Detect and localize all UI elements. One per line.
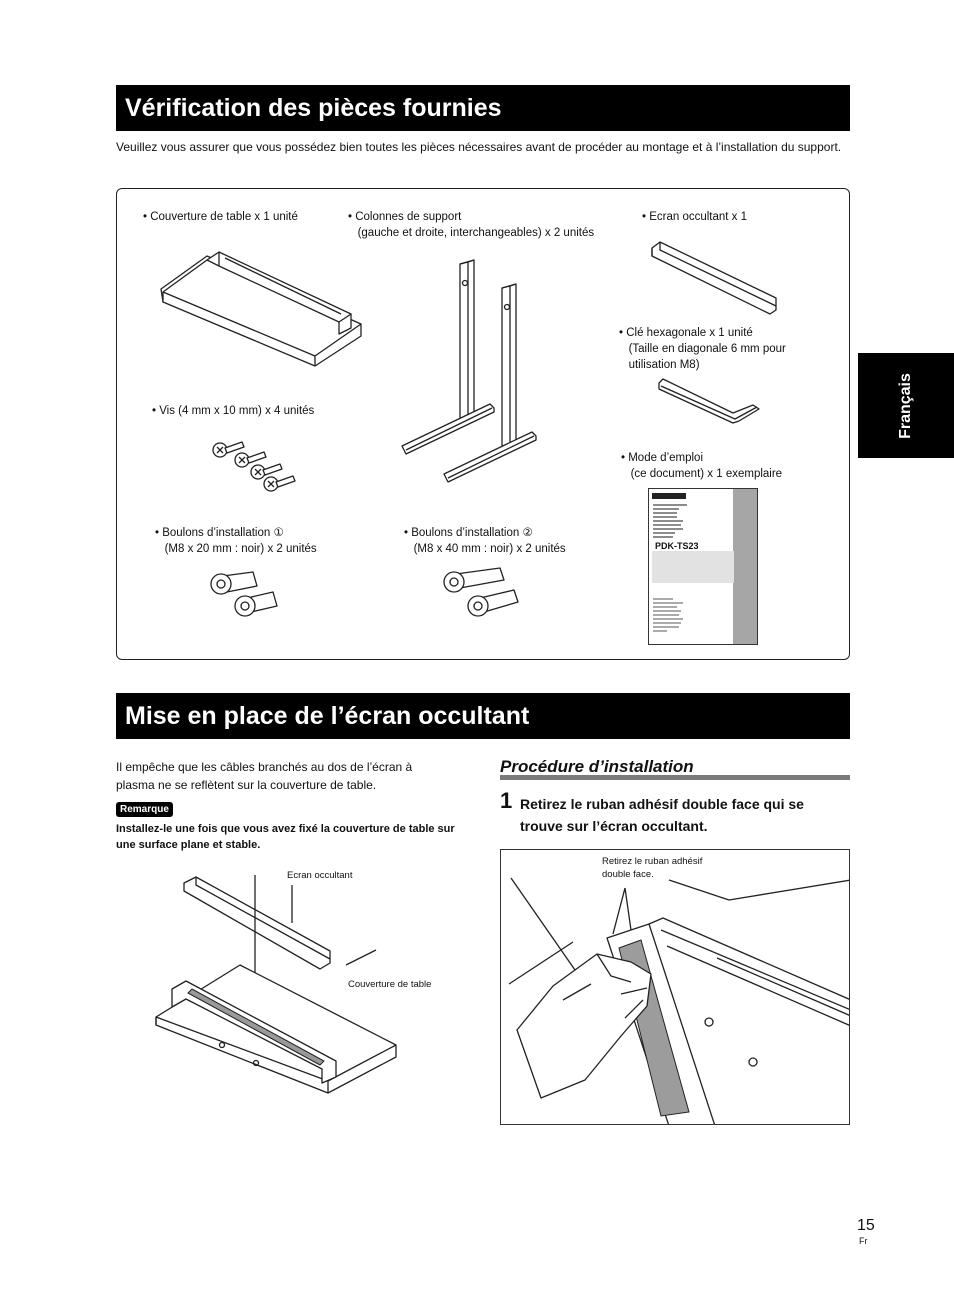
note-badge: Remarque: [116, 802, 173, 817]
fig-label-shield: Ecran occultant: [287, 870, 353, 881]
step-number: 1: [500, 788, 513, 813]
fig-label-cover: Couverture de table: [348, 979, 432, 990]
assembly-illustration: [150, 875, 400, 1100]
bolts-2-illustration: [438, 566, 523, 631]
step-figure-label: Retirez le ruban adhésif double face.: [602, 856, 703, 880]
manual-cover-model: PDK-TS23: [655, 541, 699, 551]
screen-shield-illustration: [648, 238, 783, 318]
section-intro-mise-en-place: Il empêche que les câbles branchés au dos de l’écran à plasma ne se reflètent sur la couverture de table.: [116, 760, 413, 792]
manual-cover-text-lines: [653, 503, 703, 543]
part-label-table-cover: • Couverture de table x 1 unité: [143, 211, 298, 223]
part-label-hex-key: • Clé hexagonale x 1 unité (Taille en diagonale 6 mm pour utilisation M8): [619, 327, 786, 371]
part-label-manual: • Mode d’emploi (ce document) x 1 exemplaire: [621, 452, 783, 480]
hand-peeling-illustration: [501, 850, 850, 1125]
pioneer-logo-icon: [652, 493, 686, 499]
section-title-verification: Vérification des pièces fournies: [116, 85, 850, 131]
manual-cover-band: [652, 551, 734, 583]
part-label-screws: • Vis (4 mm x 10 mm) x 4 unités: [152, 405, 315, 417]
hex-key-illustration: [655, 375, 770, 430]
support-columns-illustration: [398, 256, 548, 486]
bolts-1-illustration: [205, 568, 285, 628]
procedure-title: Procédure d’installation: [500, 756, 850, 780]
part-label-screen-shield: • Ecran occultant x 1: [642, 211, 748, 223]
screws-illustration: [208, 434, 298, 494]
manual-cover-text-lines-lower: [653, 597, 703, 637]
note-text: Installez-le une fois que vous avez fixé la couverture de table sur une surface plane et stable.: [116, 823, 455, 851]
manual-cover-stripe: [733, 489, 757, 644]
manual-cover-illustration: [648, 488, 758, 645]
language-tab: [858, 353, 954, 458]
page-number: 15: [857, 1217, 875, 1234]
step-text: Retirez le ruban adhésif double face qui se trouve sur l’écran occultant.: [520, 796, 804, 834]
step-figure: [500, 849, 850, 1125]
part-label-columns: • Colonnes de support (gauche et droite, interchangeables) x 2 unités: [348, 211, 595, 239]
part-label-bolts-2: • Boulons d’installation ② (M8 x 40 mm : noir) x 2 unités: [404, 527, 566, 555]
table-cover-illustration: [155, 244, 370, 374]
language-tab-label: Français: [897, 372, 914, 439]
section-title-mise-en-place: Mise en place de l’écran occultant: [116, 693, 850, 739]
page-language-code: Fr: [859, 1236, 868, 1246]
part-label-bolts-1: • Boulons d’installation ① (M8 x 20 mm : noir) x 2 unités: [155, 527, 317, 555]
section-intro-verification: Veuillez vous assurer que vous possédez bien toutes les pièces nécessaires avant de procéder au montage et à l’installation du support.: [116, 140, 842, 154]
